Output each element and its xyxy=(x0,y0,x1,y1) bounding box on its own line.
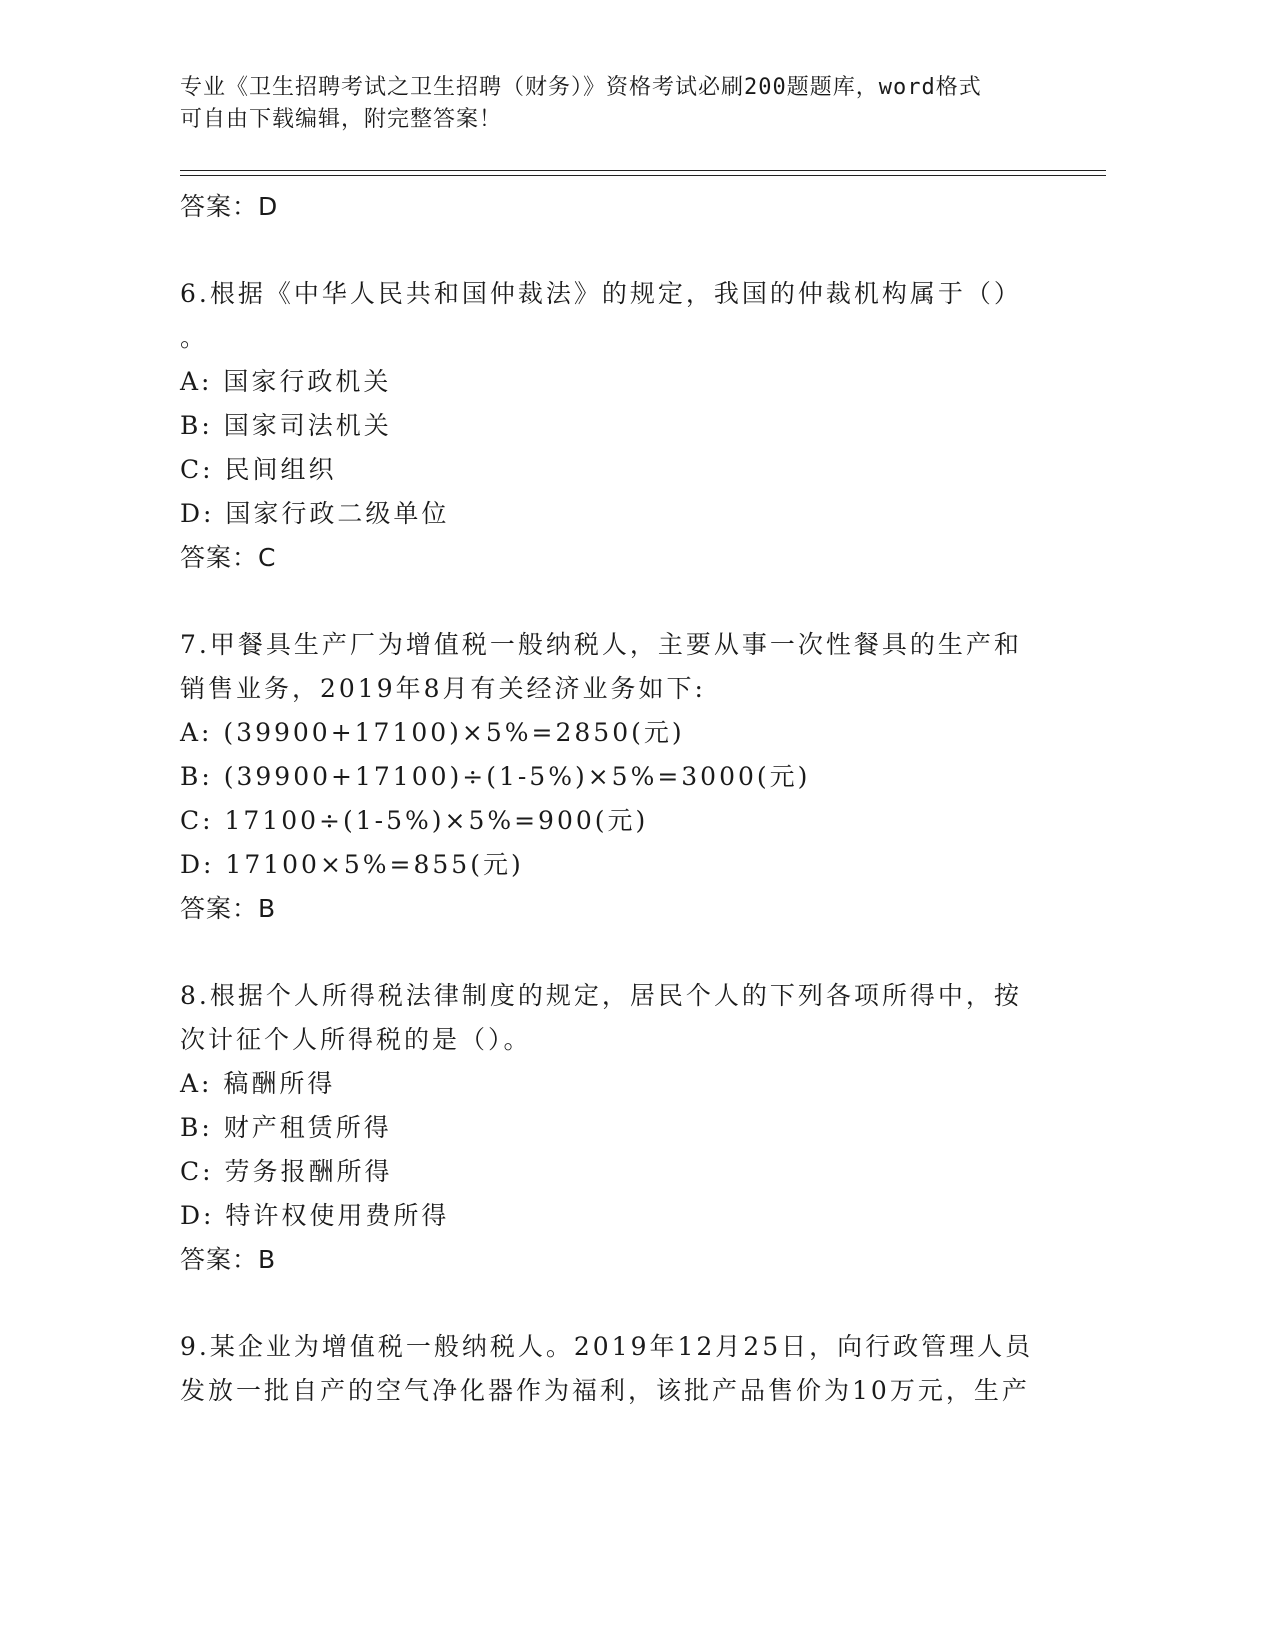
option-c: C: 劳务报酬所得 xyxy=(180,1157,393,1186)
question-stem-line: 9.某企业为增值税一般纳税人。2019年12月25日，向行政管理人员 xyxy=(180,1332,1034,1361)
question-7 xyxy=(180,623,1080,931)
question-stem-line: 发放一批自产的空气净化器作为福利，该批产品售价为10万元，生产 xyxy=(180,1376,1030,1405)
question-stem-line: 次计征个人所得税的是（）。 xyxy=(180,1025,532,1054)
option-b: B: (39900+17100)÷(1-5%)×5%=3000(元) xyxy=(180,762,811,791)
answer-label: 答案：B xyxy=(180,1245,277,1274)
question-stem-line: 7.甲餐具生产厂为增值税一般纳税人，主要从事一次性餐具的生产和 xyxy=(180,630,1022,659)
header-line-1: 专业《卫生招聘考试之卫生招聘（财务）》资格考试必刷200题题库，word格式 xyxy=(180,75,982,100)
option-c: C: 17100÷(1-5%)×5%=900(元) xyxy=(180,806,649,835)
question-content xyxy=(180,185,1080,1413)
question-stem-line: 销售业务，2019年8月有关经济业务如下: xyxy=(180,674,706,703)
spacer xyxy=(180,229,1080,272)
answer-label: 答案：C xyxy=(180,543,277,572)
header-divider-top xyxy=(180,170,1106,171)
spacer xyxy=(180,931,1080,974)
question-stem-line: 。 xyxy=(180,323,209,352)
spacer xyxy=(180,1282,1080,1325)
option-c: C: 民间组织 xyxy=(180,455,337,484)
spacer xyxy=(180,580,1080,623)
option-d: D: 特许权使用费所得 xyxy=(180,1201,450,1230)
option-b: B: 财产租赁所得 xyxy=(180,1113,392,1142)
question-8 xyxy=(180,974,1080,1282)
question-stem-line: 8.根据个人所得税法律制度的规定，居民个人的下列各项所得中，按 xyxy=(180,981,1022,1010)
option-d: D: 17100×5%=855(元) xyxy=(180,850,524,879)
answer-label: 答案：B xyxy=(180,894,277,923)
option-b: B: 国家司法机关 xyxy=(180,411,392,440)
option-a: A: 国家行政机关 xyxy=(180,367,392,396)
option-d: D: 国家行政二级单位 xyxy=(180,499,450,528)
question-stem-line: 6.根据《中华人民共和国仲裁法》的规定，我国的仲裁机构属于（） xyxy=(180,279,1022,308)
option-a: A: (39900+17100)×5%=2850(元) xyxy=(180,718,685,747)
header-line-2: 可自由下载编辑，附完整答案！ xyxy=(180,107,503,132)
question-9 xyxy=(180,1325,1080,1413)
document-header xyxy=(180,72,1040,136)
header-divider-bottom xyxy=(180,175,1106,176)
previous-answer: 答案：D xyxy=(180,192,279,221)
question-6 xyxy=(180,272,1080,580)
option-a: A: 稿酬所得 xyxy=(180,1069,336,1098)
